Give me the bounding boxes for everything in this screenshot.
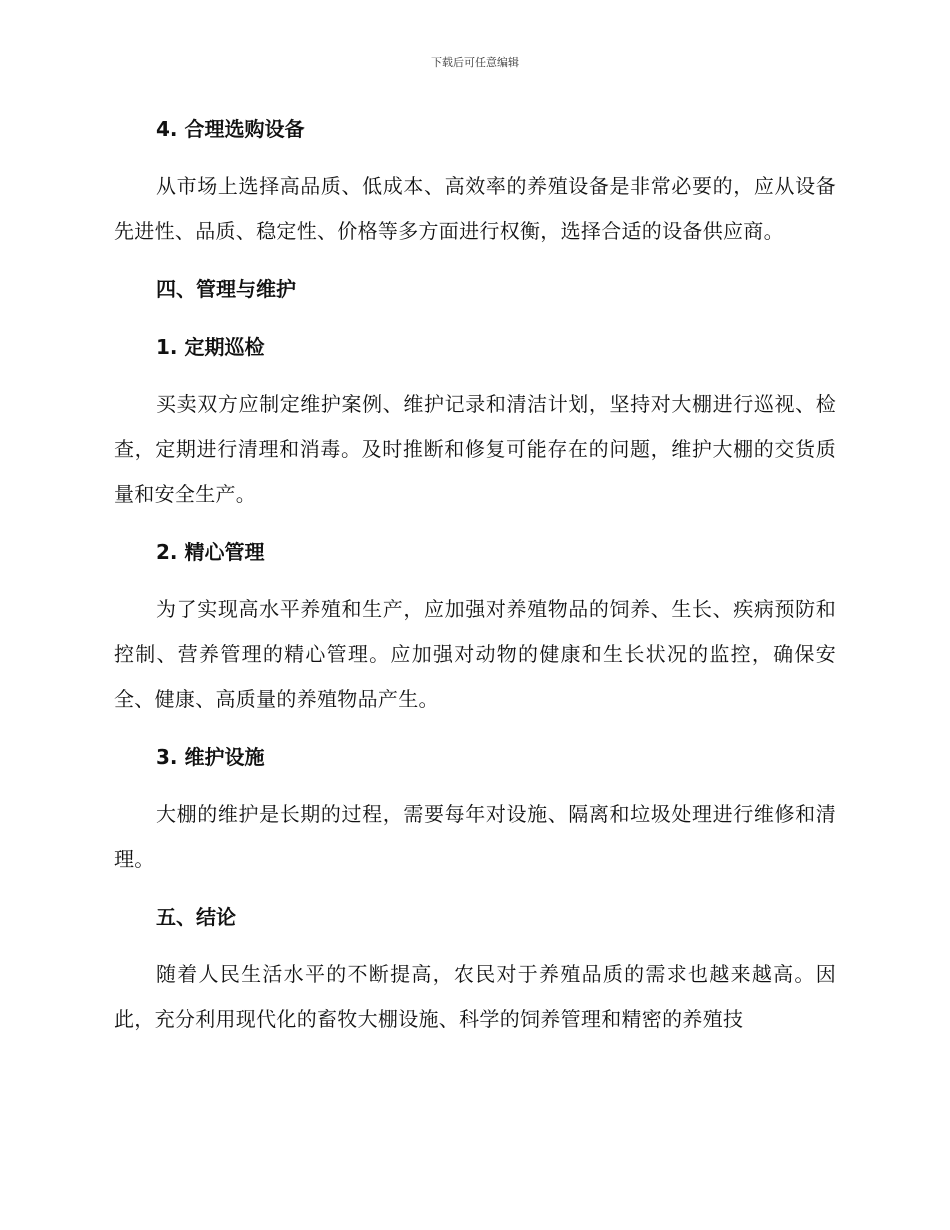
section-heading-conclusion: 五、结论 — [156, 905, 236, 929]
section-heading-inspection: 1. 定期巡检 — [156, 335, 265, 359]
paragraph-equipment: 从市场上选择高品质、低成本、高效率的养殖设备是非常必要的，应从设备先进性、品质、稳定性、价格等多方面进行权衡，选择合适的设备供应商。 — [114, 174, 836, 243]
document-body — [114, 106, 836, 1042]
paragraph-inspection: 买卖双方应制定维护案例、维护记录和清洁计划，坚持对大棚进行巡视、检查，定期进行清理和消毒。及时推断和修复可能存在的问题，维护大棚的交货质量和安全生产。 — [114, 392, 836, 506]
section-heading-management: 四、管理与维护 — [156, 277, 296, 301]
page-header-note: 下载后可任意编辑 — [431, 56, 519, 69]
section-heading-equipment: 4. 合理选购设备 — [156, 117, 305, 141]
paragraph-facility-maintenance: 大棚的维护是长期的过程，需要每年对设施、隔离和垃圾处理进行维修和清理。 — [114, 802, 836, 871]
paragraph-conclusion: 随着人民生活水平的不断提高，农民对于养殖品质的需求也越来越高。因此，充分利用现代化的畜牧大棚设施、科学的饲养管理和精密的养殖技 — [114, 962, 836, 1031]
section-heading-facility-maintenance: 3. 维护设施 — [156, 745, 265, 769]
paragraph-careful-management: 为了实现高水平养殖和生产，应加强对养殖物品的饲养、生长、疾病预防和控制、营养管理的精心管理。应加强对动物的健康和生长状况的监控，确保安全、健康、高质量的养殖物品产生。 — [114, 597, 836, 711]
section-heading-careful-management: 2. 精心管理 — [156, 540, 265, 564]
